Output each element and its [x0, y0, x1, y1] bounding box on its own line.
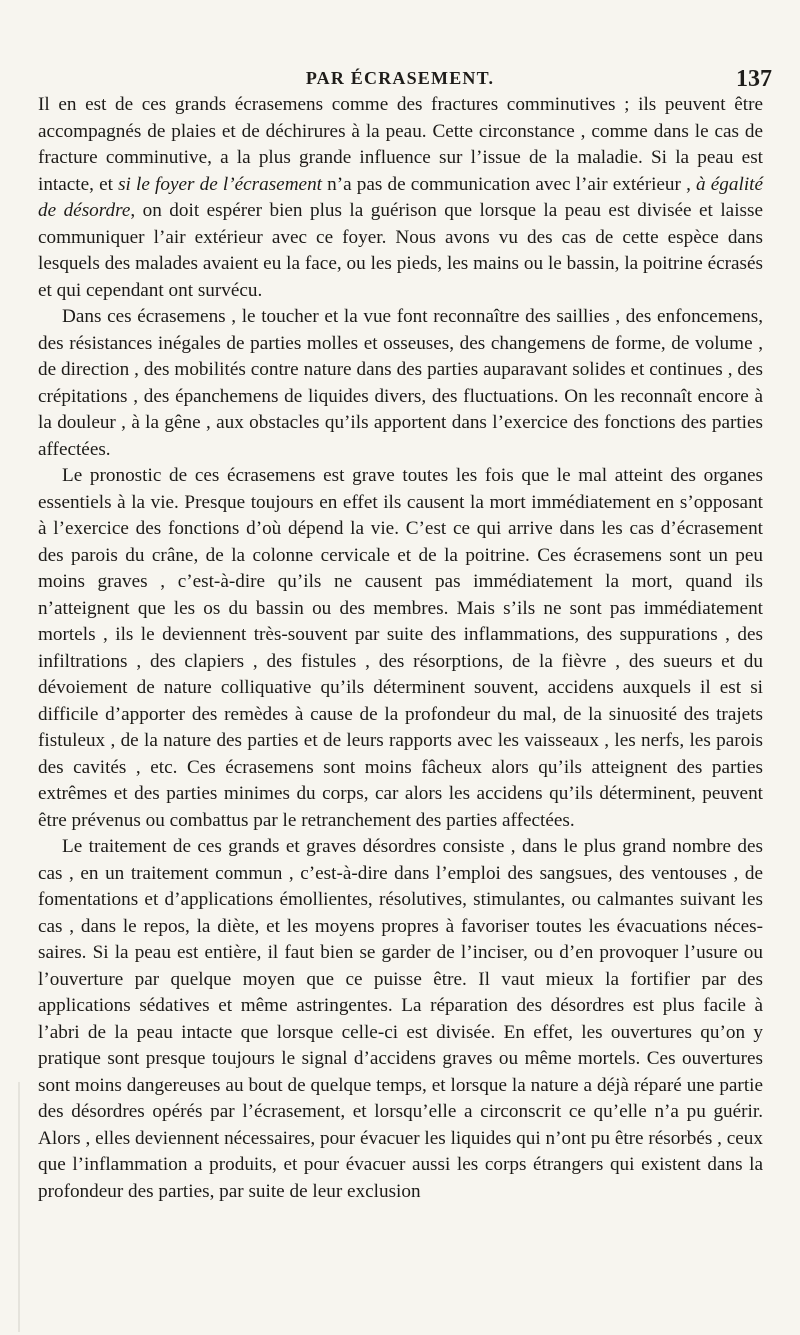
paragraph-1-segment-4: à égalité de désordre: [38, 173, 763, 221]
paragraph-3: [38, 463, 763, 834]
page-edge-shadow: [18, 1082, 20, 1332]
paragraph-3-segment-1: Le pronostic de ces écrasemens est grave toutes les fois que le mal atteint des organes essentiels à la vie. Presque toujours en effet ils causent la mort immédiatement en s’opposant à l’exercice des fonctions d’où dépend la vie. C’est ce qui arrive dans les cas d’écrasement des parois du crâne, de la colonne cervicale et de la poitrine. Ces écrasemens sont un peu moins graves , c’est-à-dire qu’ils ne causent pas immédiatement la mort, quand ils n’atteignent que les os du bassin ou des membres. Mais s’ils ne sont pas immédiatement mortels , ils le deviennent très-souvent par suite des inflammations, des suppurations , des infiltrations , des clapiers , des fistules , des résorptions, de la fièvre , des sueurs et du dévoiement de nature colliquative qu’ils déterminent souvent, accidens auxquels il est si difficile d’apporter des remèdes à cause de la profondeur du mal, de la sinuosité des trajets fistuleux , de la nature des parties et de leurs rapports avec les vaisseaux , les nerfs, les parois des cavités , etc. Ces écrasemens sont moins fâcheux alors qu’ils atteignent des parties extrêmes et des parties minimes du corps, car alors les accidens qu’ils déterminent, peuvent être prévenus ou combattus par le retranchement des parties affectées.: [38, 465, 763, 831]
paragraph-1-segment-5: , on doit espérer bien plus la guérison que lorsque la peau est divisée et laisse communiquer l’air extérieur avec ce foyer. Nous avons vu des cas de cette espèce dans lesquels des malades avaient eu la face, ou les pieds, les mains ou le bassin, la poitrine écrasés et qui cependant ont survécu.: [38, 200, 763, 301]
paragraph-1-segment-3: n’a pas de communication avec l’air extérieur ,: [322, 173, 697, 195]
page-number: 137: [736, 66, 772, 92]
paragraph-2-segment-1: Dans ces écrasemens , le toucher et la vue font reconnaître des saillies , des enfoncemens, des résistances inégales de parties molles et osseuses, des changemens de forme, de volume , de direction , des mobilités contre nature dans des parties auparavant solides et continues , des crépitations , des épanchemens de liquides divers, des fluctuations. On les reconnaît encore à la douleur , à la gêne , aux obstacles qu’ils apportent dans l’exercice des fonctions des parties affectées.: [38, 306, 763, 460]
paragraph-4: [38, 834, 763, 1205]
body-text: [38, 92, 763, 1205]
paragraph-1-segment-1: Il en est de ces grands écrasemens comme des fractures comminutives ; ils peuvent être accompagnés de plaies et de déchirures à la peau. Cette circonstance , comme dans le cas de fracture comminutive, a la plus grande influence sur l’issue de la maladie. Si la peau est intacte, et: [38, 94, 763, 195]
running-title: PAR ÉCRASEMENT.: [305, 68, 495, 88]
paragraph-4-segment-1: Le traitement de ces grands et graves désordres consiste , dans le plus grand nombre des cas , en un traitement commun , c’est-à-dire dans l’emploi des sangsues, des ventouses , de fomentations et d’applications émollientes, résolutives, stimulantes, ou calmantes suivant les cas , dans le repos, la diète, et les moyens propres à favoriser toutes les évacuations nécessaires. Si la peau est entière, il faut bien se garder de l’inciser, ou d’en provoquer l’usure ou l’ouverture par quelque moyen que ce puisse être. Il vaut mieux la fortifier par des applications sédatives et même astringentes. La réparation des désordres est plus facile à l’abri de la peau intacte que lorsque celle-ci est divisée. En effet, les ouvertures qu’on y pratique sont presque toujours le signal d’accidens graves ou même mortels. Ces ouvertures sont moins dangereuses au bout de quelque temps, et lorsque la nature a déjà réparé une partie des désordres opérés par l’écrasement, et lorsqu’elle a circonscrit ce qu’elle n’a pu guérir. Alors , elles deviennent nécessaires, pour évacuer les liquides qui n’ont pu être résorbés , ceux que l’inflammation a produits, et pour évacuer aussi les corps étrangers qui existent dans la profondeur des parties, par suite de leur exclusion: [38, 836, 763, 1202]
paragraph-1-segment-2: si le foyer de l’écrasement: [118, 173, 322, 195]
paragraph-1: [38, 92, 763, 304]
paragraph-2: [38, 304, 763, 463]
